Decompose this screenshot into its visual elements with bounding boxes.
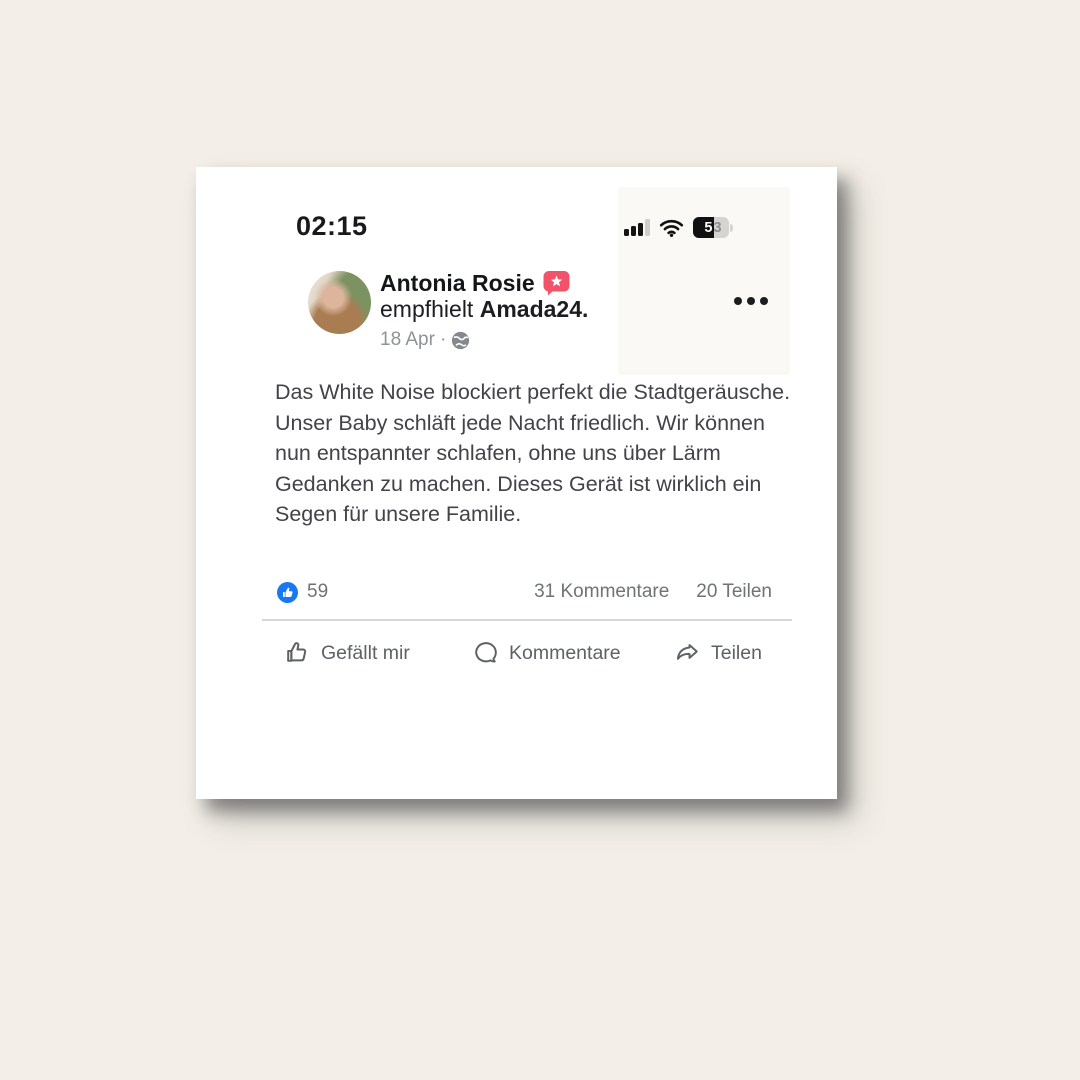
avatar[interactable]: [308, 271, 371, 334]
share-arrow-icon: [674, 639, 702, 667]
status-time: 02:15: [296, 211, 368, 241]
comment-button[interactable]: [472, 639, 621, 667]
post-body-text: Das White Noise blockiert perfekt die Stadtgeräusche. Unser Baby schläft jede Nacht friedlich. Wir können nun entspannter schlafen, ohne uns über Lärm Gedanken zu machen. Dieses Gerät ist wirklich ein Segen für unsere Familie.: [275, 380, 791, 527]
divider: [262, 619, 792, 621]
comment-count[interactable]: 31 Kommentare: [534, 581, 670, 602]
status-icons: [624, 217, 733, 238]
comment-bubble-icon: [472, 639, 500, 667]
post-date[interactable]: 18 Apr: [380, 329, 435, 350]
comment-button-label: Kommentare: [509, 641, 621, 664]
like-reaction-icon[interactable]: [277, 582, 298, 603]
engagement-row: [277, 580, 772, 604]
globe-privacy-icon: [451, 331, 470, 350]
battery-percent-light: 3: [713, 219, 722, 236]
battery-icon: [693, 217, 734, 238]
share-button-label: Teilen: [711, 641, 762, 664]
more-options-icon[interactable]: [734, 297, 768, 305]
status-bar-patch: [618, 187, 790, 375]
like-count[interactable]: 59: [307, 581, 329, 602]
recommend-badge-icon: [543, 271, 570, 296]
page-name[interactable]: Amada24.: [479, 296, 589, 322]
share-count[interactable]: 20 Teilen: [696, 581, 772, 602]
post-header: [380, 270, 588, 353]
date-separator: ·: [439, 329, 447, 350]
facebook-post-card: [196, 167, 837, 799]
like-button-label: Gefällt mir: [321, 641, 410, 664]
recommend-verb: empfhielt: [380, 296, 474, 322]
author-name[interactable]: Antonia Rosie: [380, 270, 535, 296]
battery-percent-dark: 5: [693, 217, 714, 238]
like-button[interactable]: [284, 639, 410, 667]
thumbs-up-icon: [284, 639, 312, 667]
wifi-icon: [659, 218, 684, 237]
cellular-signal-icon: [624, 219, 650, 236]
share-button[interactable]: [674, 639, 762, 667]
